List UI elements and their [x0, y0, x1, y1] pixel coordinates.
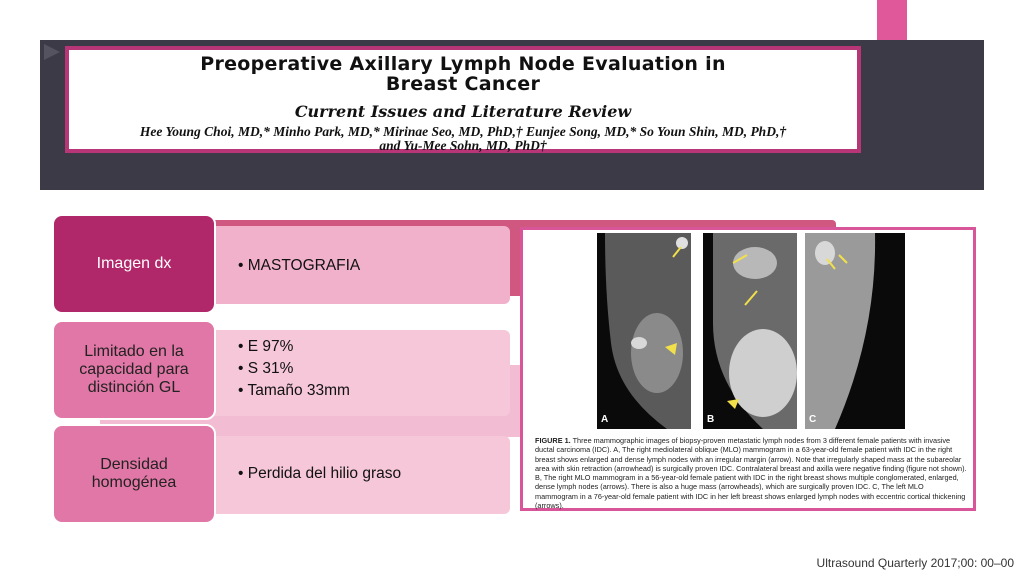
mammogram-b-image	[703, 233, 797, 429]
bullet-item: • S 31%	[238, 358, 350, 380]
bullet-item: • MASTOGRAFIA	[238, 255, 360, 277]
paper-subtitle: Current Issues and Literature Review	[294, 102, 632, 121]
row2-bullets	[238, 336, 350, 402]
row3-label	[52, 424, 216, 524]
mammogram-a-image	[597, 233, 691, 429]
row2-label-text: Limitado en la capacidad para distinción GL	[79, 343, 189, 396]
row3-bullets	[238, 463, 401, 485]
paper-header-image	[65, 46, 861, 153]
caption-title: FIGURE 1.	[535, 436, 571, 445]
row3-panel	[200, 436, 510, 514]
bullet-item: • E 97%	[238, 336, 350, 358]
row3-label-text: Densidad homogénea	[91, 456, 177, 491]
mammogram-panel-a	[597, 233, 691, 429]
caption-text: Three mammographic images of biopsy-proven metastatic lymph nodes from 3 different female patients with invasive ductal carcinoma (IDC). A, The right mediolateral oblique (MLO) mammogram in a 63-year-old female patient with IDC in the right breast shows enlarged and dense lymph nodes with an irregular margin (arrow). Note that irregularly shaped mass at the subareolar area with skin retraction (arrowhead) is surgically proven IDC. Contralateral breast and axilla were negative finding (figure not shown). B, The right MLO mammogram in a 56-year-old female patient with IDC in the right breast shows multiple conglomerated, enlarged, dense lymph nodes (arrows). There is also a huge mass (arrowheads), which are surgically proven IDC. C, The left MLO mammogram in a 76-year-old female patient with IDC in her left breast shows enlarged lymph nodes with eccentric cortical thickening (arrows).	[535, 436, 967, 511]
row1-bullets	[238, 255, 360, 277]
panel-letter-b: B	[707, 414, 715, 425]
row1-label-text: Imagen dx	[96, 255, 172, 272]
accent-bar	[877, 0, 907, 40]
bullet-item: • Perdida del hilio graso	[238, 463, 401, 485]
figure-caption	[535, 436, 967, 510]
row2-label	[52, 320, 216, 420]
mammogram-panel-c	[805, 233, 905, 429]
mammogram-c-image	[805, 233, 905, 429]
row2-panel	[200, 330, 510, 416]
paper-title: Preoperative Axillary Lymph Node Evaluation in Breast Cancer	[200, 53, 726, 95]
row1-label	[52, 214, 216, 314]
panel-letter-a: A	[601, 414, 609, 425]
mammogram-figure	[520, 227, 976, 511]
mammogram-panel-b	[703, 233, 797, 429]
paper-authors: Hee Young Choi, MD,* Minho Park, MD,* Mirinae Seo, MD, PhD,† Eunjee Song, MD,* So Youn Shin, MD, PhD,† and Yu-Mee Sohn, MD, PhD†	[139, 124, 787, 153]
panel-letter-c: C	[809, 414, 817, 425]
bullet-item: • Tamaño 33mm	[238, 380, 350, 402]
row1-panel	[200, 226, 510, 304]
citation: Ultrasound Quarterly 2017;00: 00–00	[816, 556, 1014, 570]
